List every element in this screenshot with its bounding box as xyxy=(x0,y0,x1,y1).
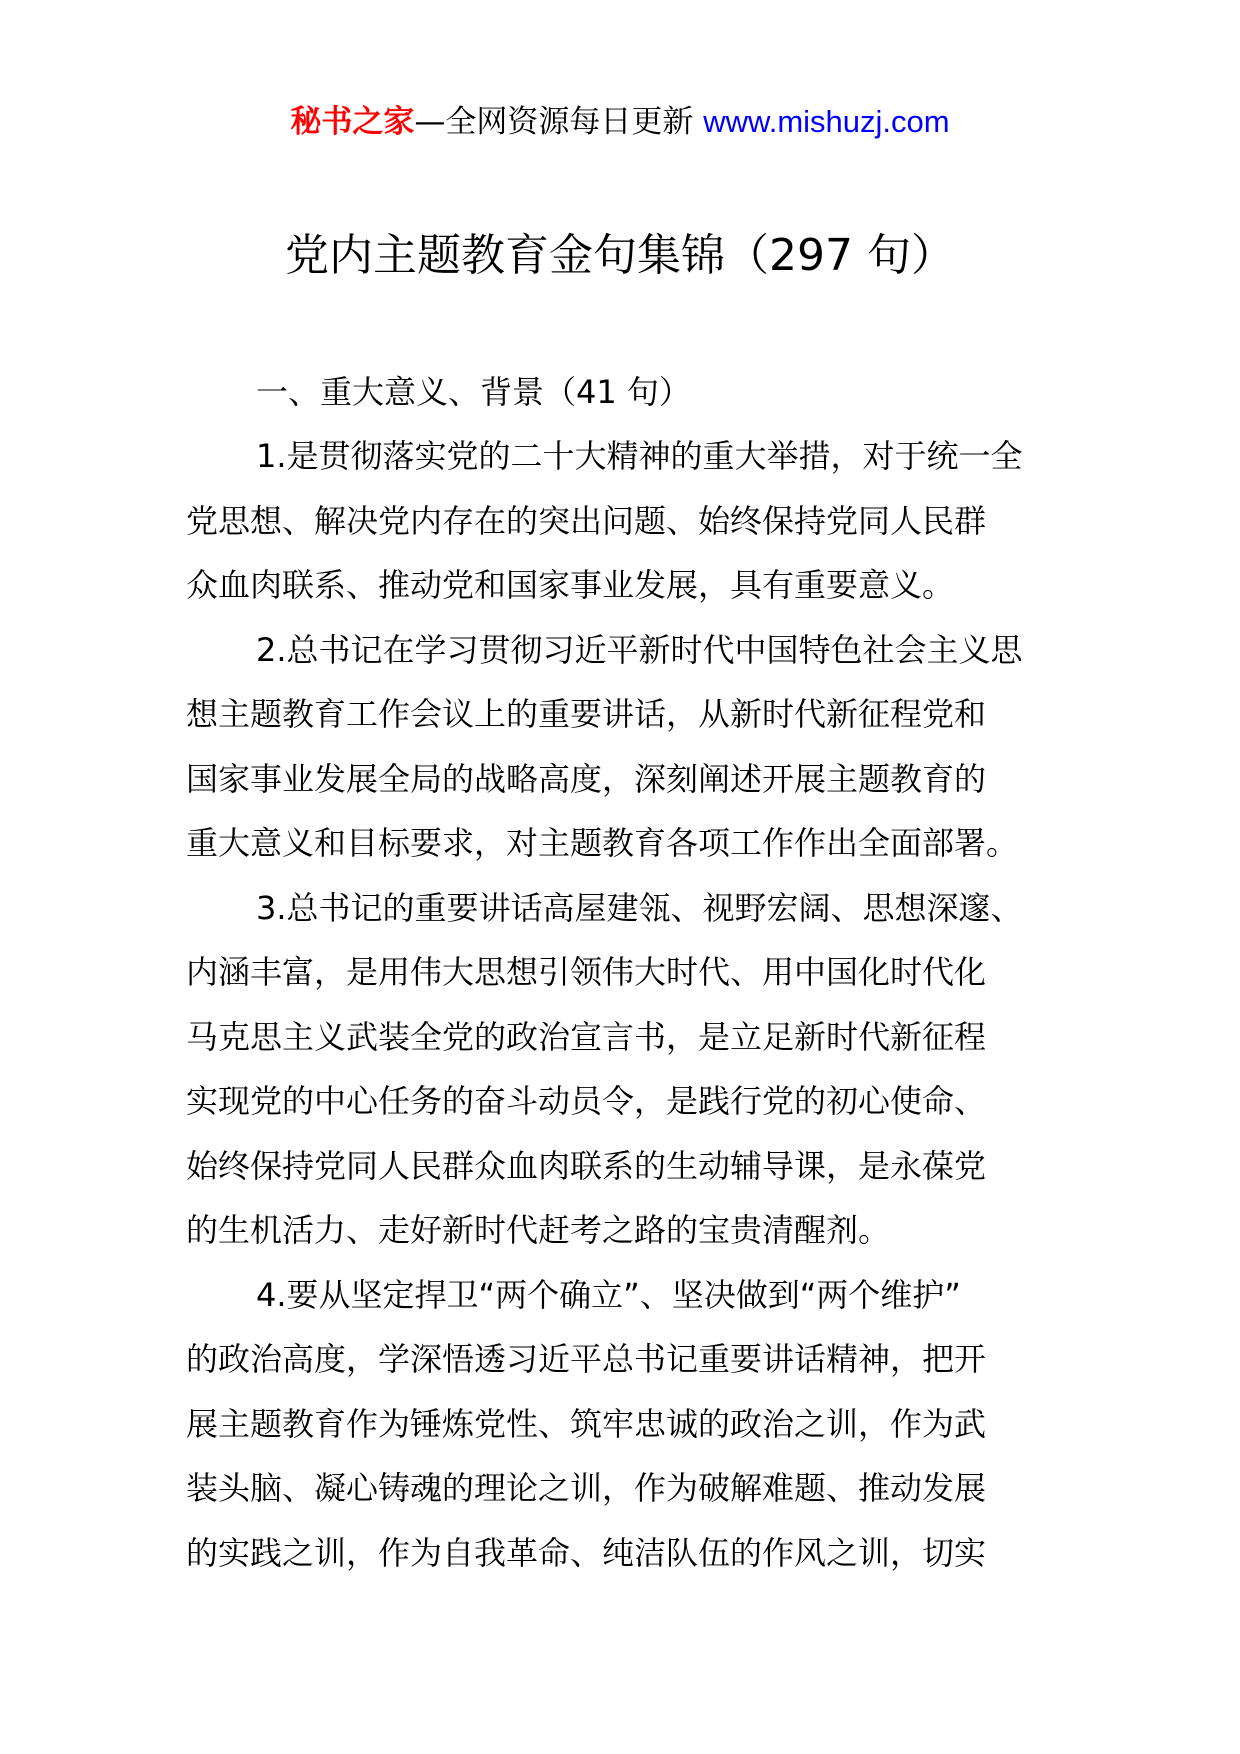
brand-name: 秘书之家 xyxy=(290,104,415,140)
paragraph-line: 3.总书记的重要讲话高屋建瓴、视野宏阔、思想深邃、 xyxy=(256,888,1023,927)
paragraph-line: 始终保持党同人民群众血肉联系的生动辅导课，是永葆党 xyxy=(186,1146,987,1185)
section-heading: 一、重大意义、背景（41 句） xyxy=(256,373,691,411)
paragraph-line: 1.是贯彻落实党的二十大精神的重大举措，对于统一全 xyxy=(256,437,1023,475)
site-url-link[interactable]: www.mishuzj.com xyxy=(703,104,950,139)
paragraph-1 xyxy=(186,424,1056,618)
document-title: 党内主题教育金句集锦（297 句） xyxy=(285,230,955,281)
paragraph-line: 重大意义和目标要求，对主题教育各项工作作出全面部署。 xyxy=(186,824,1019,862)
paragraph-line: 展主题教育作为锤炼党性、筑牢忠诚的政治之训，作为武 xyxy=(186,1404,987,1443)
paragraph-line: 的实践之训，作为自我革命、纯洁队伍的作风之训，切实 xyxy=(186,1533,987,1572)
paragraph-line: 2.总书记在学习贯彻习近平新时代中国特色社会主义思 xyxy=(256,630,1023,669)
paragraph-line: 的生机活力、走好新时代赶考之路的宝贵清醒剂。 xyxy=(186,1211,891,1249)
banner-tagline: —全网资源每日更新 xyxy=(414,104,704,140)
paragraph-line: 的政治高度，学深悟透习近平总书记重要讲话精神，把开 xyxy=(186,1340,987,1378)
paragraph-line: 想主题教育工作会议上的重要讲话，从新时代新征程党和 xyxy=(186,695,987,733)
document-body xyxy=(186,360,1056,1585)
paragraph-line: 装头脑、凝心铸魂的理论之训，作为破解难题、推动发展 xyxy=(186,1469,987,1507)
paragraph-4 xyxy=(186,1263,1056,1586)
paragraph-line: 党思想、解决党内存在的突出问题、始终保持党同人民群 xyxy=(186,501,987,540)
paragraph-3 xyxy=(186,876,1056,1263)
paragraph-line: 4.要从坚定捍卫“两个确立”、坚决做到“两个维护” xyxy=(256,1275,961,1314)
paragraph-line: 实现党的中心任务的奋斗动员令，是践行党的初心使命、 xyxy=(186,1082,987,1120)
paragraph-line: 马克思主义武装全党的政治宣言书，是立足新时代新征程 xyxy=(186,1017,987,1056)
paragraph-line: 内涵丰富，是用伟大思想引领伟大时代、用中国化时代化 xyxy=(186,953,987,991)
paragraph-line: 国家事业发展全局的战略高度，深刻阐述开展主题教育的 xyxy=(186,759,987,798)
paragraph-line: 众血肉联系、推动党和国家事业发展，具有重要意义。 xyxy=(186,566,955,604)
paragraph-2 xyxy=(186,618,1056,876)
site-banner xyxy=(0,100,1240,144)
